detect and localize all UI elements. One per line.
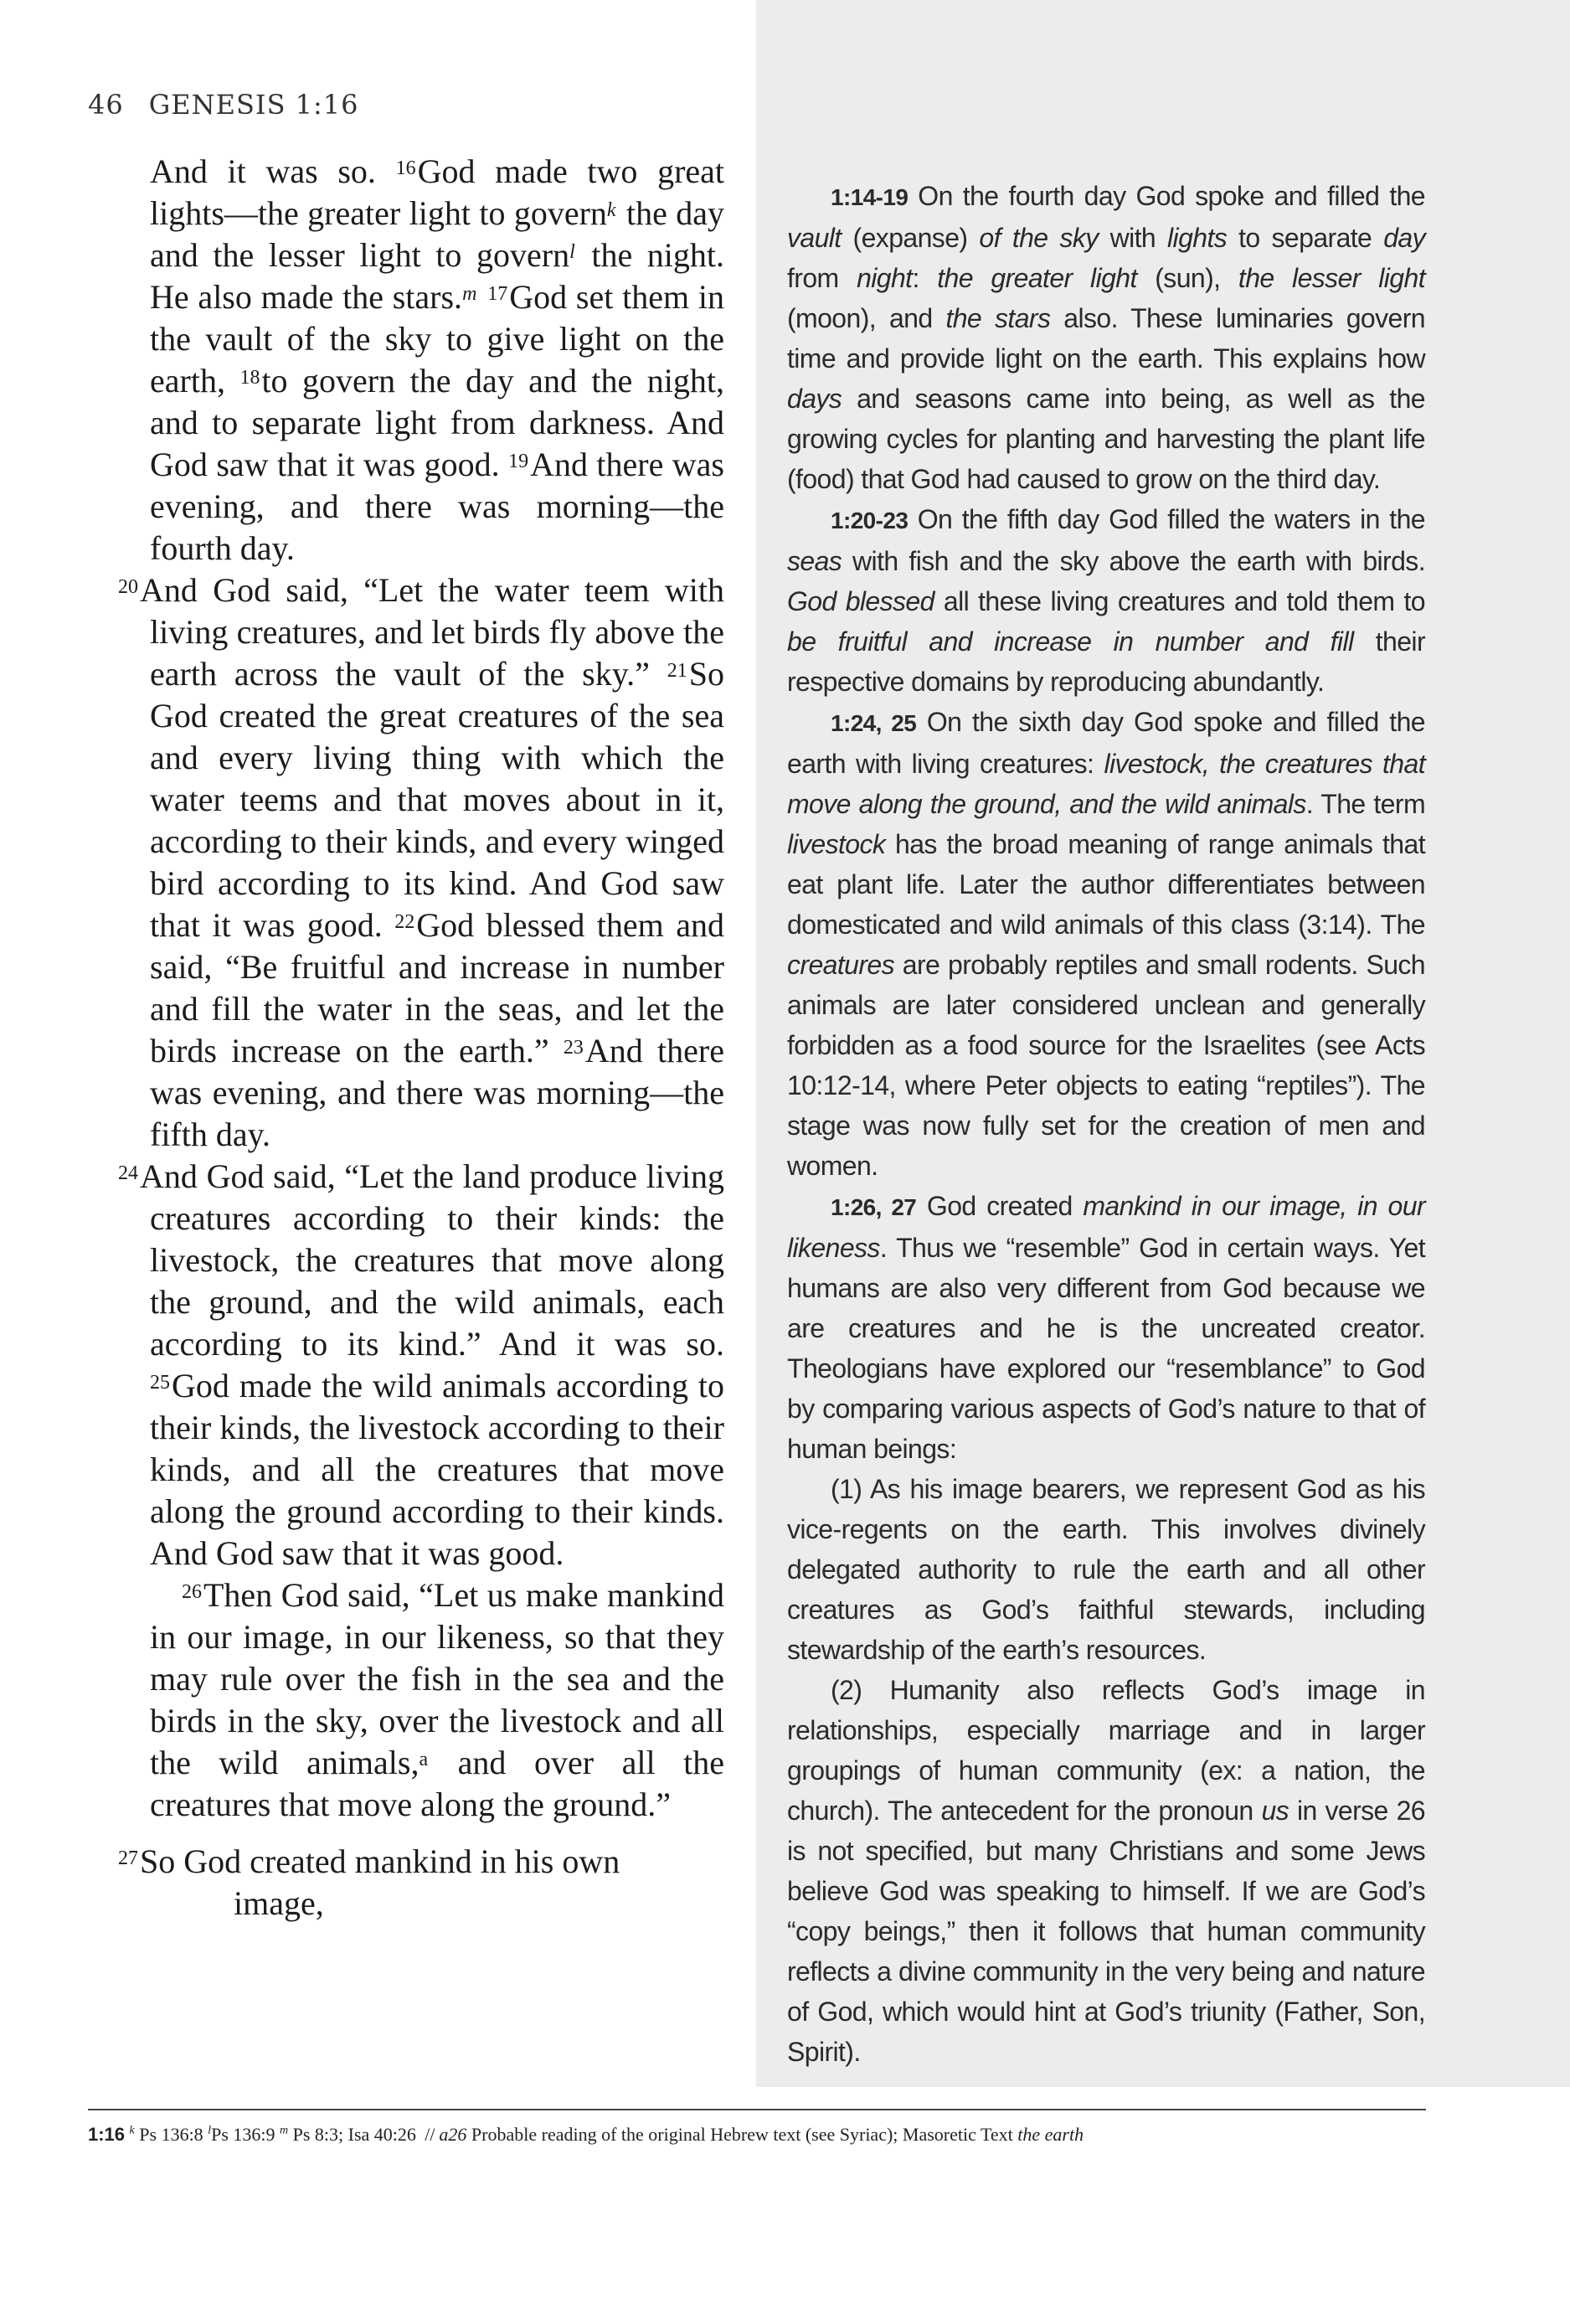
verse-number-26: 26 (182, 1581, 202, 1603)
verse-18-text: to govern the day and the night, and to separate light from darkness. And God saw that it was good. (150, 362, 724, 483)
footnotes (88, 2124, 1428, 2146)
verse-26-text-b: and over all the creatures that move along the ground.” (150, 1744, 724, 1823)
note-text: with (1098, 223, 1168, 253)
note-text: . Thus we “resemble” God in certain ways. Yet humans are also very different from God because we are creatures and he is the uncreated creator. Theologians have explored our “resemblance” to God by comparing various aspects of God’s nature to that of human beings: (787, 1233, 1425, 1464)
verse-number-25: 25 (150, 1372, 170, 1394)
footnote-marker-a[interactable]: a (419, 1749, 429, 1770)
note-reference: 1:24, 25 (831, 710, 917, 736)
note-italic: livestock (787, 829, 886, 859)
running-head (88, 89, 359, 121)
note-italic: of the sky (979, 223, 1099, 253)
note-italic: day (1383, 223, 1425, 253)
verse-22-text: God blessed them and said, “Be fruitful and increase in number and fill the water in the seas, and let the birds increase on the earth.” (150, 906, 724, 1069)
footnote-marker-l[interactable]: l (569, 241, 575, 263)
verse-21-text: So God created the great creatures of the sea and every living thing with which the water teems and that moves about in it, according to their kinds, and every winged bird according to its kind. And God saw that it was good. (150, 655, 724, 944)
commentary-point-1: (1) As his image bearers, we represent God as his vice-regents on the earth. This involves divinely delegated authority to rule the earth and all other creatures as God’s faithful stewards, including stewardship of the earth’s resources. (787, 1474, 1425, 1665)
verse-17-text: God set them in the vault of the sky to give light on the earth, (150, 278, 724, 399)
note-text: and seasons came into being, as well as the growing cycles for planting and harvesting the plant life (food) that God had caused to grow on the third day. (787, 384, 1425, 494)
footnote-l-text[interactable]: Ps 136:9 (211, 2124, 280, 2145)
note-text: has the broad meaning of range animals that eat plant life. Later the author differentiates between domesticated and wild animals of this class (3:14). The (787, 829, 1425, 940)
verse-20-text: And God said, “Let the water teem with living creatures, and let birds fly above the earth across the vault of the sky.” (140, 571, 724, 693)
note-text: (sun), (1136, 263, 1238, 293)
scripture-paragraph-20-23 (88, 569, 724, 1156)
verse-16-text-b: the day and the lesser light to govern (150, 194, 724, 274)
verse-number-18: 18 (239, 367, 260, 389)
footnote-k-text[interactable]: Ps 136:8 (134, 2124, 208, 2145)
verse-27-line-1: So God created mankind in his own (140, 1842, 620, 1880)
note-text: to separate (1227, 223, 1384, 253)
note-text: with fish and the sky above the earth with birds. (842, 546, 1425, 576)
note-text: all these living creatures and told them to (934, 586, 1425, 616)
commentary-note-1-20-23 (787, 499, 1425, 702)
note-italic: mankind in our image, in our likeness (787, 1191, 1425, 1263)
scripture-poetry-27 (88, 1841, 724, 1925)
footnote-letter-m: m (280, 2124, 289, 2137)
note-text: On the fifth day God filled the waters in the (908, 504, 1425, 534)
note-italic: the lesser light (1238, 263, 1425, 293)
footnote-a-ref: a26 (439, 2124, 467, 2145)
footnote-marker-k[interactable]: k (606, 199, 616, 221)
note-reference: 1:26, 27 (831, 1194, 917, 1220)
note-text: . The term (1305, 789, 1425, 819)
commentary-column (787, 176, 1425, 2072)
verse-number-22: 22 (394, 911, 415, 933)
verse-25-text: God made the wild animals according to their kinds, the livestock according to their kinds, and all the creatures that move along the ground according to their kinds. And God saw that it was good. (150, 1367, 724, 1572)
footnote-letter-l: l (208, 2124, 212, 2137)
verse-24-text: And God said, “Let the land produce living creatures according to their kinds: the livestock, the creatures that move along the ground, and the wild animals, each according to its kind.” And it was so. (140, 1157, 724, 1363)
footnote-verse-ref: 1:16 (88, 2124, 126, 2145)
footnote-m-text[interactable]: Ps 8:3; Isa 40:26 (288, 2124, 416, 2145)
commentary-point-2 (787, 1670, 1425, 2072)
verse-number-20: 20 (118, 576, 138, 598)
scripture-paragraph-24-25 (88, 1156, 724, 1574)
note-text: (2) Humanity also reflects God’s image in relationships, especially marriage and in larger groupings of human community (ex: a nation, the church). The antecedent for the pronoun (787, 1675, 1425, 1826)
verse-16-text-c: the night. He also made the stars. (150, 236, 725, 316)
verse-number-27: 27 (118, 1847, 138, 1869)
verse-number-21: 21 (667, 660, 687, 682)
note-italic: the stars (945, 303, 1051, 333)
scripture-paragraph-26 (88, 1574, 724, 1826)
note-italic: creatures (787, 950, 894, 980)
note-text: from (787, 263, 857, 293)
note-text: also. These luminaries govern time and provide light on the earth. This explains how (787, 303, 1425, 374)
scripture-column (88, 151, 724, 1925)
commentary-note-1-24-25 (787, 702, 1425, 1186)
footnote-a-text: Probable reading of the original Hebrew text (see Syriac); Masoretic Text (466, 2124, 1018, 2145)
note-italic: night (857, 263, 913, 293)
note-reference: 1:20-23 (831, 508, 909, 533)
footnote-separator: // (425, 2124, 435, 2145)
note-italic: lights (1167, 223, 1228, 253)
verse-16-text-a: God made two great lights—the greater light to govern (150, 152, 725, 232)
note-text: On the sixth day God spoke and filled the earth with living creatures: (787, 707, 1425, 779)
note-reference: 1:14-19 (831, 184, 909, 210)
verse-number-19: 19 (508, 451, 529, 472)
commentary-note-1-26-27 (787, 1186, 1425, 1469)
note-italic: be fruitful and increase in number and fill (787, 626, 1354, 657)
running-head-title: GENESIS 1:16 (148, 89, 359, 121)
verse-26-text-a: Then God said, “Let us make mankind in our image, in our likeness, so that they may rule over the fish in the sea and the birds in the sky, over the livestock and all the wild animals, (150, 1576, 724, 1781)
note-italic: vault (787, 223, 842, 253)
note-italic: God blessed (787, 586, 934, 616)
note-italic: the greater light (937, 263, 1137, 293)
verse-19-text: And there was evening, and there was morning—the fourth day. (150, 446, 724, 567)
commentary-note-1-14-19 (787, 176, 1425, 499)
footnote-a-italic: the earth (1017, 2124, 1084, 2145)
verse-number-24: 24 (118, 1162, 138, 1184)
note-italic: days (787, 384, 842, 414)
scripture-paragraph-16-19 (88, 151, 724, 569)
note-text: (moon), and (787, 303, 946, 333)
footnote-divider (88, 2109, 1426, 2110)
note-text: On the fourth day God spoke and filled the (908, 181, 1425, 211)
page-number: 46 (88, 89, 124, 121)
note-italic: seas (787, 546, 842, 576)
note-italic: livestock, the creatures that move along the ground, and the wild animals (787, 749, 1425, 819)
note-text: in verse 26 is not specified, but many Christians and some Jews believe God was speaking to himself. If we are God’s “copy beings,” then it follows that human community reflects a divine community in the very being and nature of God, which would hint at God’s triunity (Father, Son, Spirit). (787, 1796, 1425, 2067)
note-text: : (912, 263, 938, 293)
note-italic: us (1261, 1796, 1289, 1826)
verse-number-17: 17 (487, 283, 508, 305)
verse-27-line-2: image, (234, 1884, 324, 1922)
note-text: are probably reptiles and small rodents. Such animals are later considered unclean and generally forbidden as a food source for the Israelites (see Acts 10:12-14, where Peter objects to eating “reptiles”). The stage was now fully set for the creation of men and women. (787, 950, 1425, 1181)
note-text: their respective domains by reproducing abundantly. (787, 626, 1425, 697)
footnote-marker-m[interactable]: m (462, 283, 477, 305)
verse-23-text: And there was evening, and there was morning—the fifth day. (150, 1032, 724, 1153)
footnote-letter-k: k (129, 2124, 135, 2137)
verse-number-16: 16 (395, 157, 416, 179)
note-text: God created (916, 1191, 1084, 1221)
verse-15-end: And it was so. (150, 152, 396, 190)
note-text: (expanse) (841, 223, 980, 253)
verse-number-23: 23 (563, 1037, 584, 1059)
